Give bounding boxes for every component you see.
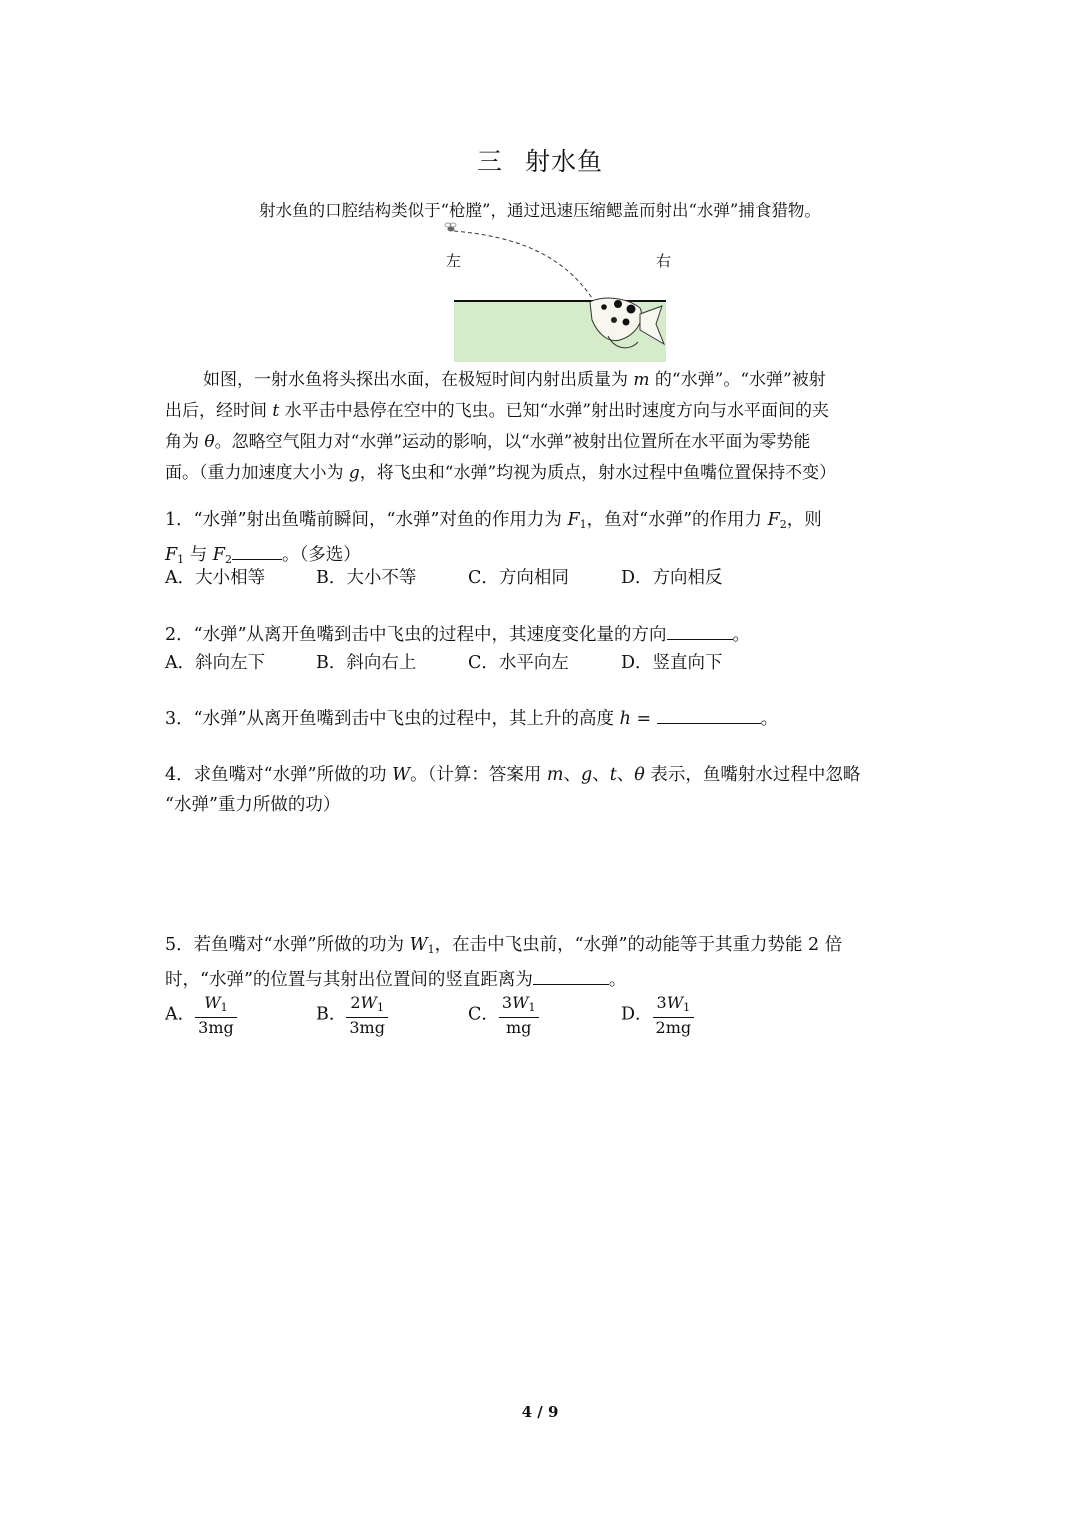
answer-blank-3[interactable]	[657, 705, 761, 724]
question-5-line-1: 5．若鱼嘴对“水弹”所做的功为 $W_1$，在击中飞虫前，“水弹”的动能等于其重力势能 2 倍	[165, 935, 843, 956]
q5-option-c[interactable]: C． $\frac{3W_1}{mg}$	[468, 993, 539, 1037]
section-title	[0, 142, 1080, 178]
q1-option-d[interactable]: D．方向相反	[621, 568, 723, 588]
context-line-2: 出后，经时间 t 水平击中悬停在空中的飞虫。已知“水弹”射出时速度方向与水平面间的夹	[165, 401, 830, 421]
fly-icon	[445, 223, 456, 232]
page-number: 4 / 9	[521, 1403, 559, 1421]
q1-option-a[interactable]: A．大小相等	[165, 568, 266, 588]
context-line-3: 角为 θ。忽略空气阻力对“水弹”运动的影响，以“水弹”被射出位置所在水平面为零势能	[165, 432, 811, 452]
q2-option-d[interactable]: D．竖直向下	[621, 653, 723, 673]
q5-option-c-fraction: $\frac{3W_1}{mg}$	[499, 993, 539, 1037]
question-4-line-1: 4．求鱼嘴对“水弹”所做的功 W。（计算：答案用 m、g、t、θ 表示，鱼嘴射水过程中忽略	[165, 765, 861, 785]
q5-option-d[interactable]: D． $\frac{3W_1}{2mg}$	[621, 993, 694, 1037]
q5-option-a-fraction: $\frac{W_1}{3mg}$	[195, 993, 237, 1037]
context-line-4: 面。（重力加速度大小为 g，将飞虫和“水弹”均视为质点，射水过程中鱼嘴位置保持不变）	[165, 463, 837, 483]
question-5-line-2: 时，“水弹”的位置与其射出位置间的竖直距离为 。	[165, 965, 925, 995]
archerfish-figure	[440, 216, 680, 366]
question-2: 2．“水弹”从离开鱼嘴到击中飞虫的过程中，其速度变化量的方向 。	[165, 620, 925, 650]
q1-option-b[interactable]: B．大小不等	[316, 568, 417, 588]
question-1-line-1: 1．“水弹”射出鱼嘴前瞬间，“水弹”对鱼的作用力为 $F_1$，鱼对“水弹”的作用力 $F_2$，则	[165, 510, 822, 531]
section-number: 三	[476, 147, 503, 176]
context-paragraph	[165, 365, 920, 489]
question-4-line-2: “水弹”重力所做的功）	[165, 795, 341, 815]
question-4	[165, 760, 925, 820]
context-line-1: 如图，一射水鱼将头探出水面，在极短时间内射出质量为 m 的“水弹”。“水弹”被射	[203, 370, 826, 390]
figure-left-label: 左	[446, 252, 462, 270]
question-5	[165, 930, 925, 995]
section-title-text: 射水鱼	[525, 147, 604, 176]
figure-right-label: 右	[656, 252, 672, 270]
q5-option-b[interactable]: B． $\frac{2W_1}{3mg}$	[316, 993, 388, 1037]
q5-option-a[interactable]: A． $\frac{W_1}{3mg}$	[165, 993, 237, 1037]
q5-option-b-fraction: $\frac{2W_1}{3mg}$	[346, 993, 388, 1037]
answer-blank-5[interactable]	[533, 966, 609, 985]
q5-option-d-fraction: $\frac{3W_1}{2mg}$	[653, 993, 695, 1037]
question-1-line-2: $F_1$ 与 $F_2$ 。（多选）	[165, 540, 925, 575]
answer-blank-1[interactable]	[232, 541, 282, 560]
water-jet-trajectory	[454, 231, 592, 298]
q2-option-b[interactable]: B．斜向右上	[316, 653, 417, 673]
question-3: 3．“水弹”从离开鱼嘴到击中飞虫的过程中，其上升的高度 h = 。	[165, 704, 925, 734]
q2-option-c[interactable]: C．水平向左	[468, 653, 569, 673]
intro-text: 射水鱼的口腔结构类似于“枪膛”，通过迅速压缩鳃盖而射出“水弹”捕食猎物。	[259, 201, 821, 220]
q2-option-a[interactable]: A．斜向左下	[165, 653, 266, 673]
answer-blank-2[interactable]	[667, 621, 733, 640]
q1-option-c[interactable]: C．方向相同	[468, 568, 569, 588]
